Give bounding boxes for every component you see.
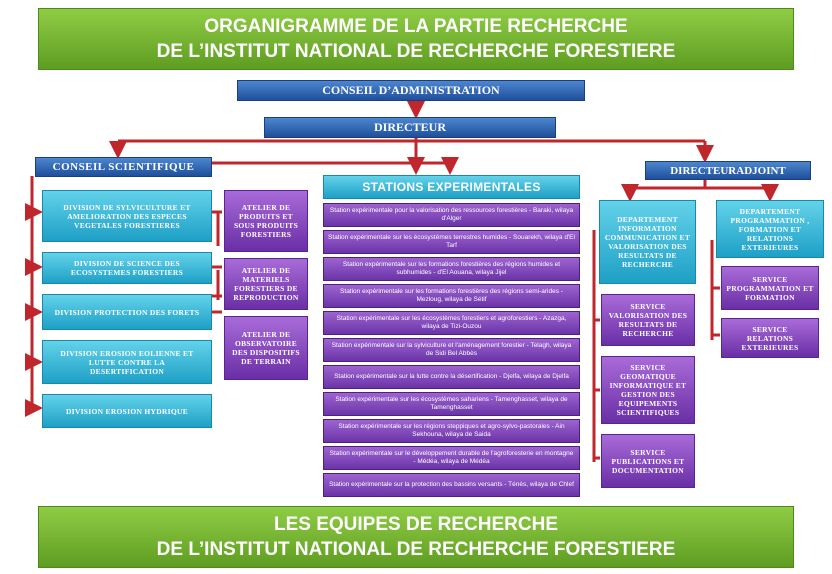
header-line1: ORGANIGRAMME DE LA PARTIE RECHERCHE (204, 16, 628, 37)
station-label: Station expérimentale sur les écosystèmes forestiers et agroforestiers - Azazga, wilaya de Tizi-Ouzou (336, 315, 567, 330)
footer-line1: LES EQUIPES DE RECHERCHE (274, 514, 558, 535)
division-label: DIVISION DE SCIENCE DES ECOSYSTEMES FORESTIERS (70, 259, 184, 277)
atelier-observatoire (224, 316, 308, 380)
footer-line2: DE L’INSTITUT NATIONAL DE RECHERCHE FORESTIERE (156, 539, 676, 560)
station-item (323, 392, 580, 416)
station-item (323, 311, 580, 335)
division-erosion-eolienne (42, 340, 212, 384)
header-banner (38, 8, 794, 70)
division-protection-forets (42, 294, 212, 330)
service-valorisation (601, 294, 695, 346)
atelier-label: ATELIER DE MATERIELS FORESTIERS DE REPRODUCTION (233, 266, 299, 302)
service-programmation (721, 266, 819, 310)
service-label: SERVICE GEOMATIQUE INFORMATIQUE ET GESTION DES EQUIPEMENTS SCIENTIFIQUES (609, 363, 687, 417)
footer-banner (38, 506, 794, 568)
service-label: SERVICE PUBLICATIONS ET DOCUMENTATION (611, 447, 685, 475)
directeur-label: DIRECTEUR (373, 120, 446, 134)
station-item (323, 338, 580, 362)
conseil-administration-label: CONSEIL D’ADMINISTRATION (322, 83, 500, 97)
directeur-adjoint-label: DIRECTEURADJOINT (670, 164, 786, 177)
station-item (323, 230, 580, 254)
station-label: Station expérimentale sur la protection des bassins versants - Ténès, wilaya de Chlef (329, 481, 574, 488)
station-label: Station expérimentale sur les régions steppiques et agro-sylvo-pastorales - Ain Sekhouna, wilaya de Saida (338, 423, 565, 438)
division-science-ecosystemes (42, 252, 212, 284)
service-label: SERVICE VALORISATION DES RESULTATS DE RECHERCHE (608, 302, 688, 338)
division-sylviculture (42, 190, 212, 242)
service-relations (721, 318, 819, 358)
station-label: Station expérimentale sur le développement durable de l'agroforesterie en montagne - Médéa, wilaya de Médéa (329, 450, 574, 465)
directeur-box (264, 117, 556, 138)
departement-information (599, 200, 696, 284)
departement-label: DEPARTEMENT PROGRAMMATION , FORMATION ET RELATIONS EXTERIEURES (730, 206, 810, 252)
departement-programmation (716, 200, 824, 258)
station-item (323, 446, 580, 470)
service-label: SERVICE PROGRAMMATION ET FORMATION (726, 274, 814, 302)
station-label: Station expérimentale sur la sylviculture et l'aménagement forestier - Telagh, wilaya de Sidi Bel Abbès (331, 342, 572, 357)
station-label: Station expérimentale sur les écosystèmes sahariens - Tamenghasset, wilaya de Tamenghasset (335, 396, 568, 411)
conseil-administration-box (237, 80, 585, 101)
atelier-materiels (224, 258, 308, 310)
atelier-produits (224, 190, 308, 252)
station-label: Station expérimentale pour la valorisation des ressources forestières - Baraki, wilaya d'Alger (329, 207, 574, 222)
division-label: DIVISION EROSION EOLIENNE ET LUTTE CONTRE LA DESERTIFICATION (60, 348, 194, 376)
service-geomatique (601, 356, 695, 424)
departement-label: DEPARTEMENT INFORMATION COMMUNICATION ET VALORISATION DES RESULTATS DE RECHERCHE (604, 215, 691, 269)
division-label: DIVISION PROTECTION DES FORETS (54, 307, 200, 317)
service-label: SERVICE RELATIONS EXTERIEURES (741, 324, 799, 352)
conseil-scientifique-box (35, 157, 212, 177)
station-label: Station expérimentale sur les formations forestières des régions humides et subhumides - d'El Aouana, wilaya Jijel (342, 261, 561, 276)
service-publications (601, 434, 695, 488)
atelier-label: ATELIER DE PRODUITS ET SOUS PRODUITS FORESTIERS (233, 203, 299, 239)
directeur-adjoint-box (645, 161, 811, 180)
station-label: Station expérimentale sur les formations forestières des régions semi-arides - Mezloug, wilaya de Sétif (340, 288, 563, 303)
header-line2: DE L’INSTITUT NATIONAL DE RECHERCHE FORESTIERE (156, 41, 676, 62)
station-item (323, 257, 580, 281)
station-item (323, 284, 580, 308)
station-label: Station expérimentale sur les écosystèmes terrestres humides - Souarekh, wilaya d'El Tarf (328, 234, 575, 249)
station-item (323, 365, 580, 389)
station-item (323, 203, 580, 227)
stations-title: STATIONS EXPERIMENTALES (362, 180, 541, 194)
station-item (323, 419, 580, 443)
division-label: DIVISION EROSION HYDRIQUE (65, 406, 189, 416)
conseil-scientifique-label: CONSEIL SCIENTIFIQUE (52, 161, 195, 173)
stations-header (323, 175, 580, 199)
division-erosion-hydrique (42, 394, 212, 428)
station-label: Station expérimentale sur la lutte contre la désertification - Djelfa, wilaya de Djelfa (334, 373, 569, 380)
division-label: DIVISION DE SYLVICULTURE ET AMELIORATION DES ESPECES VEGETALES FORESTIERES (63, 202, 191, 230)
station-item (323, 473, 580, 497)
atelier-label: ATELIER DE OBSERVATOIRE DES DISPOSITIFS DE TERRAIN (232, 330, 300, 366)
